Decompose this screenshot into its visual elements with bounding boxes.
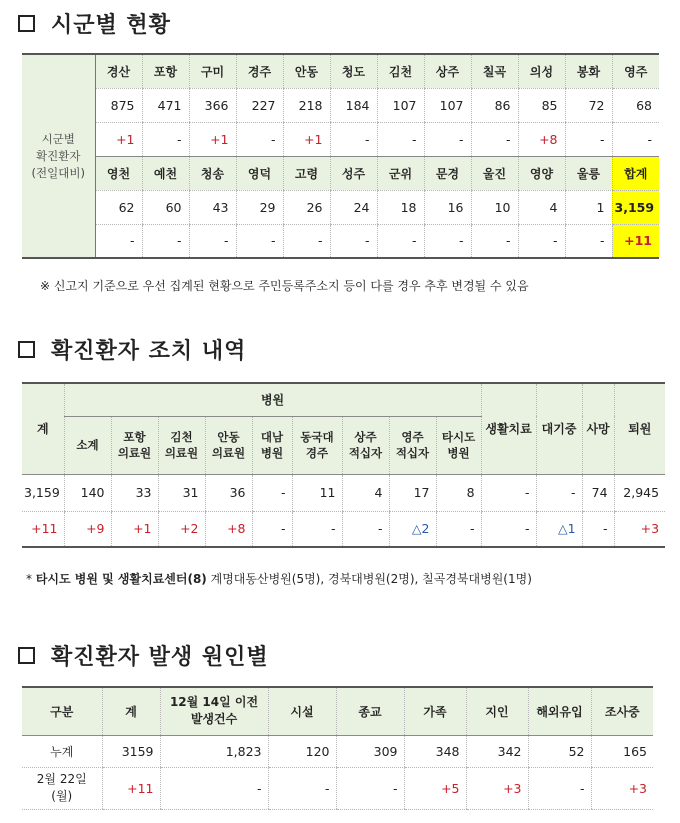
measure-change: - xyxy=(292,511,342,547)
col-header-other-region xyxy=(436,416,481,474)
city-count: 85 xyxy=(518,88,565,122)
city-change: - xyxy=(330,122,377,156)
city-name: 울진 xyxy=(471,156,518,190)
city-change: +1 xyxy=(283,122,330,156)
city-change: - xyxy=(283,224,330,258)
city-name: 의성 xyxy=(518,54,565,88)
col-header-acquaintance: 지인 xyxy=(466,687,528,735)
city-count: 366 xyxy=(189,88,236,122)
measure-count: 3,159 xyxy=(22,474,64,511)
city-change: +1 xyxy=(95,122,142,156)
measure-count: 2,945 xyxy=(614,474,665,511)
row-label-cumulative: 누계 xyxy=(22,735,102,767)
measures-table xyxy=(22,382,665,548)
cause-change: +3 xyxy=(466,767,528,809)
measure-count: - xyxy=(481,474,536,511)
city-count: 43 xyxy=(189,190,236,224)
header-line: 병원 xyxy=(447,446,470,460)
header-line: 의료원 xyxy=(211,446,246,460)
section-title-text: 시군별 현황 xyxy=(51,13,171,38)
city-name: 포항 xyxy=(142,54,189,88)
side-label-line: 시군별 xyxy=(41,131,75,146)
col-header-death: 사망 xyxy=(582,383,614,474)
total-change: +11 xyxy=(612,224,659,258)
table-row xyxy=(22,735,653,767)
date-line: (월) xyxy=(51,789,73,803)
measure-count: 36 xyxy=(205,474,252,511)
col-header-subtotal: 소계 xyxy=(64,416,111,474)
col-header-investigating: 조사중 xyxy=(591,687,653,735)
measure-change: - xyxy=(436,511,481,547)
cause-count: 348 xyxy=(404,735,466,767)
city-name: 문경 xyxy=(424,156,471,190)
col-header-sangju-redcross xyxy=(342,416,389,474)
measure-count: - xyxy=(536,474,582,511)
city-count: 184 xyxy=(330,88,377,122)
col-header-andong xyxy=(205,416,252,474)
header-line: 12월 14일 이전 xyxy=(169,695,259,710)
cause-change: +11 xyxy=(102,767,160,809)
city-change: - xyxy=(142,224,189,258)
cause-change: +3 xyxy=(591,767,653,809)
date-line: 2월 22일 xyxy=(36,772,87,786)
city-name: 청송 xyxy=(189,156,236,190)
row-label-date xyxy=(22,767,102,809)
city-status-table xyxy=(22,53,659,259)
city-count: 4 xyxy=(518,190,565,224)
cause-count: 1,823 xyxy=(160,735,268,767)
table-row xyxy=(22,88,659,122)
table-row xyxy=(22,767,653,809)
table-row xyxy=(22,54,659,88)
cause-change: +5 xyxy=(404,767,466,809)
city-count: 107 xyxy=(424,88,471,122)
city-change: - xyxy=(330,224,377,258)
city-count: 218 xyxy=(283,88,330,122)
col-header-facility: 시설 xyxy=(268,687,336,735)
measures-note xyxy=(26,570,532,587)
measure-change: +9 xyxy=(64,511,111,547)
city-count: 18 xyxy=(377,190,424,224)
col-header-discharged: 퇴원 xyxy=(614,383,665,474)
city-name: 영천 xyxy=(95,156,142,190)
city-change: - xyxy=(424,122,471,156)
city-change: - xyxy=(189,224,236,258)
measure-change: +2 xyxy=(158,511,205,547)
section-title-cause xyxy=(18,640,269,671)
city-name: 구미 xyxy=(189,54,236,88)
header-line: 대남 xyxy=(260,430,284,444)
city-change: - xyxy=(612,122,659,156)
table-row xyxy=(22,156,659,190)
city-change: - xyxy=(565,224,612,258)
table-row xyxy=(22,190,659,224)
city-name: 상주 xyxy=(424,54,471,88)
measure-count: 74 xyxy=(582,474,614,511)
cause-count: 120 xyxy=(268,735,336,767)
table-row xyxy=(22,224,659,258)
cause-count: 3159 xyxy=(102,735,160,767)
cause-count: 165 xyxy=(591,735,653,767)
measure-count: 17 xyxy=(389,474,436,511)
measure-change: +3 xyxy=(614,511,665,547)
header-line: 병원 xyxy=(260,446,284,460)
side-label-line: (전일대비) xyxy=(31,165,85,180)
header-line: 의료원 xyxy=(117,446,152,460)
total-label: 합계 xyxy=(612,156,659,190)
city-name: 고령 xyxy=(283,156,330,190)
city-count: 29 xyxy=(236,190,283,224)
city-name: 군위 xyxy=(377,156,424,190)
cause-change: - xyxy=(268,767,336,809)
header-line: 적십자 xyxy=(348,446,383,460)
city-change: - xyxy=(471,224,518,258)
checkbox-square-icon xyxy=(18,15,35,32)
col-header-gimcheon xyxy=(158,416,205,474)
checkbox-square-icon xyxy=(18,341,35,358)
city-name: 청도 xyxy=(330,54,377,88)
city-count: 62 xyxy=(95,190,142,224)
col-header-living-treatment: 생활치료 xyxy=(481,383,536,474)
measure-change: - xyxy=(582,511,614,547)
header-line: 영주 xyxy=(401,430,424,444)
cause-count: 52 xyxy=(528,735,591,767)
section-title-text: 확진환자 발생 원인별 xyxy=(51,645,269,670)
city-change: - xyxy=(142,122,189,156)
header-line: 경주 xyxy=(305,446,329,460)
city-count: 107 xyxy=(377,88,424,122)
city-change: - xyxy=(518,224,565,258)
measure-change: - xyxy=(481,511,536,547)
header-line: 상주 xyxy=(354,430,377,444)
city-name: 영덕 xyxy=(236,156,283,190)
measure-change: △2 xyxy=(389,511,436,547)
note-bullet: * xyxy=(26,572,32,586)
city-name: 칠곡 xyxy=(471,54,518,88)
col-header-total: 계 xyxy=(102,687,160,735)
city-count: 16 xyxy=(424,190,471,224)
city-name: 경주 xyxy=(236,54,283,88)
table-row xyxy=(22,383,665,416)
city-count: 86 xyxy=(471,88,518,122)
measure-count: - xyxy=(252,474,292,511)
measure-change: - xyxy=(342,511,389,547)
col-header-dongguk xyxy=(292,416,342,474)
city-change: +8 xyxy=(518,122,565,156)
city-name: 울릉 xyxy=(565,156,612,190)
city-count: 10 xyxy=(471,190,518,224)
col-header-overseas: 해외유입 xyxy=(528,687,591,735)
measure-change: +8 xyxy=(205,511,252,547)
measure-change: +11 xyxy=(22,511,64,547)
col-header-pohang xyxy=(111,416,158,474)
city-change: - xyxy=(377,122,424,156)
city-status-note: ※ 신고지 기준으로 우선 집계된 현황으로 주민등록주소지 등이 다를 경우 추후 변경될 수 있음 xyxy=(40,279,529,293)
city-change: - xyxy=(565,122,612,156)
city-change: - xyxy=(424,224,471,258)
note-bold: 타시도 병원 및 생활치료센터(8) xyxy=(35,572,207,586)
city-name: 경산 xyxy=(95,54,142,88)
section-title-text: 확진환자 조치 내역 xyxy=(51,339,247,364)
measure-count: 33 xyxy=(111,474,158,511)
cause-table xyxy=(22,686,653,810)
measure-count: 31 xyxy=(158,474,205,511)
city-name: 예천 xyxy=(142,156,189,190)
header-line: 김천 xyxy=(170,430,193,444)
city-count: 24 xyxy=(330,190,377,224)
col-header-yeongju-redcross xyxy=(389,416,436,474)
col-header-daenam xyxy=(252,416,292,474)
city-count: 72 xyxy=(565,88,612,122)
city-count: 26 xyxy=(283,190,330,224)
side-label xyxy=(22,54,95,258)
cause-count: 342 xyxy=(466,735,528,767)
measure-change: - xyxy=(252,511,292,547)
section-title-measures xyxy=(18,334,246,365)
header-line: 타시도 xyxy=(441,430,476,444)
col-header-category: 구분 xyxy=(22,687,102,735)
total-count: 3,159 xyxy=(612,190,659,224)
city-count: 1 xyxy=(565,190,612,224)
city-name: 봉화 xyxy=(565,54,612,88)
measure-count: 140 xyxy=(64,474,111,511)
section-title-city-status xyxy=(18,8,171,39)
measure-change: △1 xyxy=(536,511,582,547)
table-row xyxy=(22,687,653,735)
header-line: 발생건수 xyxy=(190,712,238,727)
city-change: - xyxy=(95,224,142,258)
header-line: 동국대 xyxy=(300,430,334,444)
cause-change: - xyxy=(528,767,591,809)
city-change: - xyxy=(236,224,283,258)
city-change: - xyxy=(377,224,424,258)
city-name: 영주 xyxy=(612,54,659,88)
header-line: 안동 xyxy=(217,430,240,444)
col-header-waiting: 대기중 xyxy=(536,383,582,474)
city-change: - xyxy=(471,122,518,156)
cause-change: - xyxy=(160,767,268,809)
col-header-total: 계 xyxy=(22,383,64,474)
note-rest: 계명대동산병원(5명), 경북대병원(2명), 칠곡경북대병원(1명) xyxy=(206,572,532,586)
city-count: 68 xyxy=(612,88,659,122)
table-row xyxy=(22,511,665,547)
side-label-line: 확진환자 xyxy=(36,148,81,163)
city-change: +1 xyxy=(189,122,236,156)
cause-count: 309 xyxy=(336,735,404,767)
col-header-family: 가족 xyxy=(404,687,466,735)
header-line: 적십자 xyxy=(395,446,430,460)
city-count: 471 xyxy=(142,88,189,122)
city-name: 안동 xyxy=(283,54,330,88)
city-count: 60 xyxy=(142,190,189,224)
checkbox-square-icon xyxy=(18,647,35,664)
table-row xyxy=(22,474,665,511)
header-line: 의료원 xyxy=(164,446,199,460)
city-count: 875 xyxy=(95,88,142,122)
header-line: 포항 xyxy=(123,430,146,444)
col-header-religion: 종교 xyxy=(336,687,404,735)
col-header-before-dec14 xyxy=(160,687,268,735)
city-name: 성주 xyxy=(330,156,377,190)
cause-change: - xyxy=(336,767,404,809)
measure-count: 8 xyxy=(436,474,481,511)
measure-count: 11 xyxy=(292,474,342,511)
col-header-hospital: 병원 xyxy=(64,383,481,416)
measure-change: +1 xyxy=(111,511,158,547)
city-name: 김천 xyxy=(377,54,424,88)
measure-count: 4 xyxy=(342,474,389,511)
city-count: 227 xyxy=(236,88,283,122)
table-row xyxy=(22,122,659,156)
city-name: 영양 xyxy=(518,156,565,190)
city-change: - xyxy=(236,122,283,156)
